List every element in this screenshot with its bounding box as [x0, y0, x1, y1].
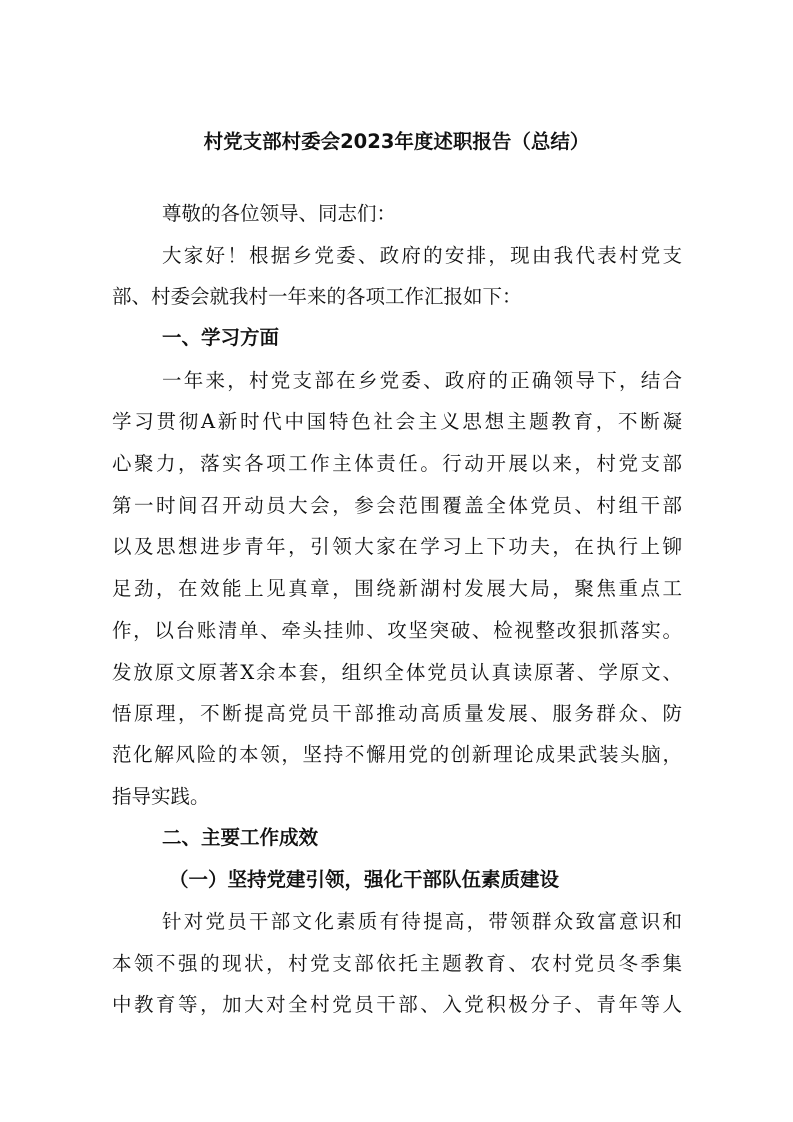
- paragraph-line: 作，以台账清单、牵头挂帅、攻坚突破、检视整改狠抓落实。: [112, 619, 682, 642]
- paragraph-line: 范化解风险的本领，坚持不懈用党的创新理论成果武装头脑，: [112, 743, 682, 766]
- paragraph-line: 第一时间召开动员大会，参会范围覆盖全体党员、村组干部: [112, 494, 682, 517]
- intro-line: 大家好！根据乡党委、政府的安排，现由我代表村党支: [162, 244, 682, 267]
- paragraph-line: 中教育等，加大对全村党员干部、入党积极分子、青年等人: [112, 993, 682, 1016]
- paragraph-line: 足劲，在效能上见真章，围绕新湖村发展大局，聚焦重点工: [112, 577, 682, 600]
- intro-line: 部、村委会就我村一年来的各项工作汇报如下：: [112, 285, 522, 308]
- paragraph-line: 悟原理，不断提高党员干部推动高质量发展、服务群众、防: [112, 702, 682, 725]
- salutation: 尊敬的各位领导、同志们：: [162, 202, 397, 225]
- paragraph-line: 指导实践。: [112, 785, 210, 808]
- subsection-heading: （一）坚持党建引领，强化干部队伍素质建设: [169, 868, 560, 891]
- section-heading-study: 一、学习方面: [162, 326, 280, 349]
- document-title: 村党支部村委会2023年度述职报告（总结）: [203, 130, 590, 153]
- paragraph-line: 一年来，村党支部在乡党委、政府的正确领导下，结合: [162, 369, 682, 392]
- paragraph-line: 心聚力，落实各项工作主体责任。行动开展以来，村党支部: [112, 452, 682, 475]
- paragraph-line: 针对党员干部文化素质有待提高，带领群众致富意识和: [162, 910, 682, 933]
- paragraph-line: 学习贯彻A新时代中国特色社会主义思想主题教育，不断凝: [112, 410, 682, 433]
- paragraph-line: 发放原文原著X余本套，组织全体党员认真读原著、学原文、: [112, 661, 682, 684]
- paragraph-line: 以及思想进步青年，引领大家在学习上下功夫，在执行上铆: [112, 535, 682, 558]
- section-heading-achievements: 二、主要工作成效: [162, 826, 319, 849]
- paragraph-line: 本领不强的现状，村党支部依托主题教育、农村党员冬季集: [112, 952, 682, 975]
